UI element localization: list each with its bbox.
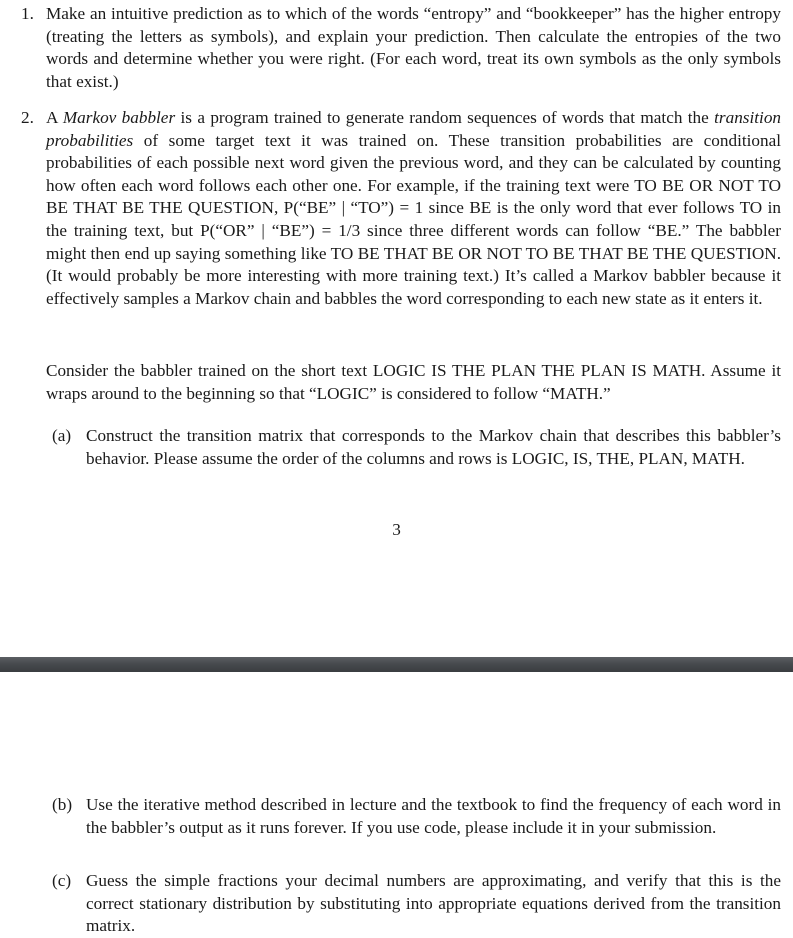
document-page-4: [0, 672, 793, 937]
intro-text-middle: is a program trained to generate random sequences of words that match the: [175, 108, 715, 127]
part-c-text: Guess the simple fractions your decimal numbers are approximating, and verify that this is the correct stationary distribution by substituting into appropriate equations derived from the transition matrix.: [86, 871, 781, 936]
problem-2-number: 2.: [21, 108, 34, 127]
problem-2-part-c: [52, 870, 781, 938]
problem-2-consider: [46, 360, 781, 405]
part-c-label: (c): [52, 871, 72, 890]
problem-2-part-a: [52, 425, 781, 470]
intro-text-end: of some target text it was trained on. These transition probabilities are conditional probabilities of each possible next word given the previous word, and they can be calculated by counting how often each word follows each other one. For example, if the training text were TO BE OR NOT TO BE THAT BE THE QUESTION, P(“BE” | “TO”) = 1 since BE is the only word that ever follows TO in the training text, but P(“OR” | “BE”) = 1/3 since three different words can follow “BE.” The babbler might then end up saying something like TO BE THAT BE OR NOT TO BE THAT BE THE QUESTION. (It would probably be more interesting with more training text.) It’s called a Markov babbler because it effectively samples a Markov chain and babbles the word corresponding to each new state as it enters it.: [46, 130, 781, 308]
page-number: 3: [392, 520, 401, 539]
page-separator: [0, 657, 793, 672]
part-b-label: (b): [52, 795, 73, 814]
term-transition-probabilities: transition probabilities: [46, 108, 782, 150]
part-a-label: (a): [52, 426, 72, 445]
intro-text-start: A: [46, 108, 63, 127]
problem-2-part-b: [52, 794, 781, 839]
problem-2-intro: [46, 107, 781, 310]
problem-1: [21, 3, 781, 93]
consider-paragraph: Consider the babbler trained on the short text LOGIC IS THE PLAN THE PLAN IS MATH. Assume it wraps around to the beginning so that “LOGIC” is considered to follow “MATH.”: [46, 361, 781, 403]
part-b-text: Use the iterative method described in lecture and the textbook to find the frequency of each word in the babbler’s output as it runs forever. If you use code, please include it in your submission.: [86, 795, 781, 837]
problem-1-number: 1.: [21, 4, 34, 23]
problem-2: [21, 107, 782, 310]
term-markov-babbler: Markov babbler: [62, 108, 176, 127]
problem-1-text: Make an intuitive prediction as to which of the words “entropy” and “bookkeeper” has the higher entropy (treating the letters as symbols), and explain your prediction. Then calculate the entropies of the two words and determine whether you were right. (For each word, treat its own symbols as the only symbols that exist.): [46, 4, 781, 91]
part-a-text: Construct the transition matrix that corresponds to the Markov chain that describes this babbler’s behavior. Please assume the order of the columns and rows is LOGIC, IS, THE, PLAN, MATH.: [86, 426, 781, 468]
